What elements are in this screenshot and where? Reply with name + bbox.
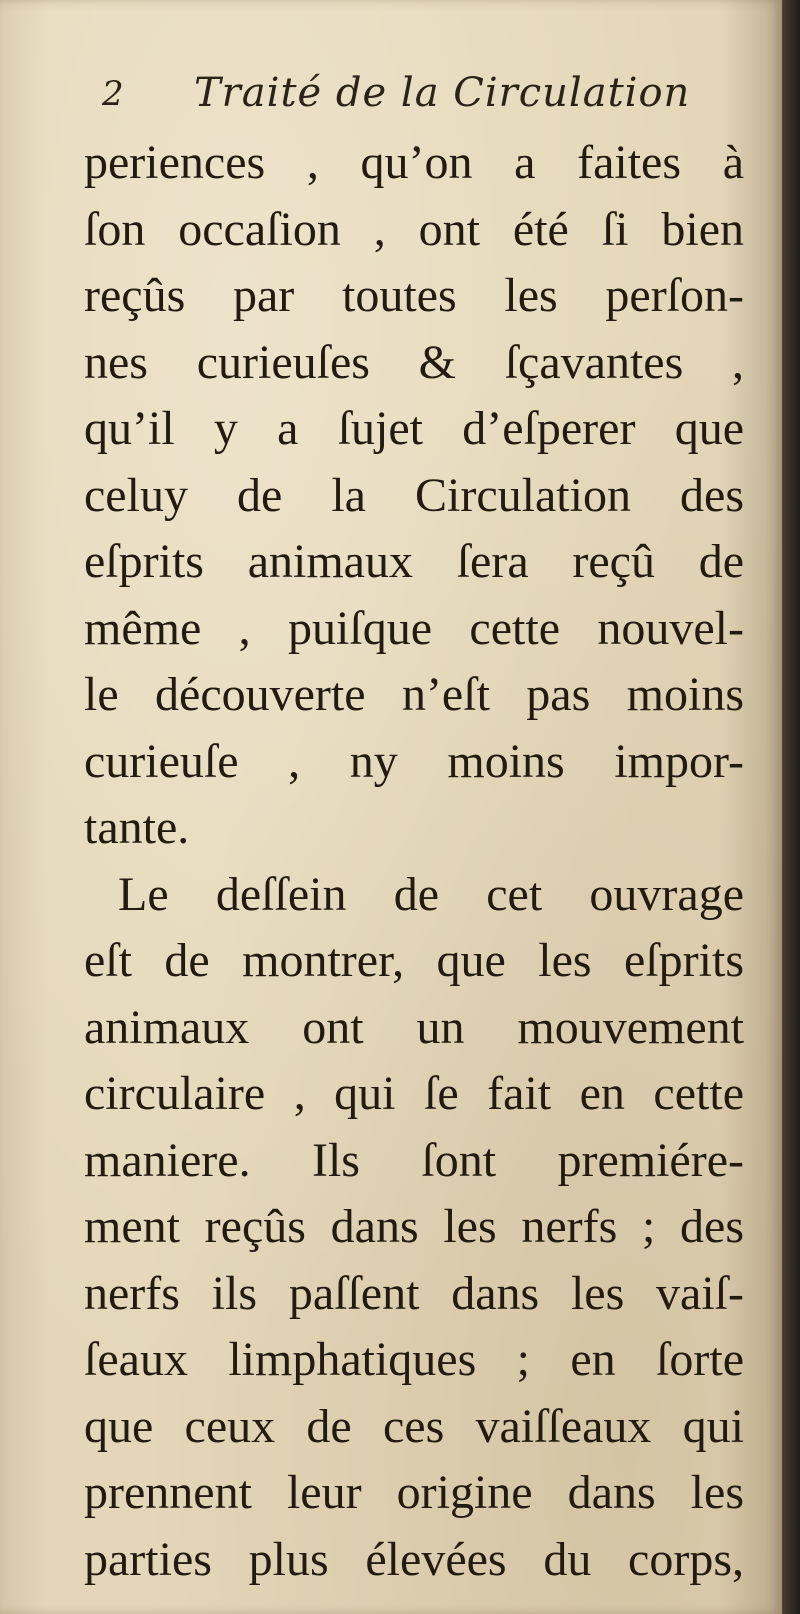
page-number: 2 [102,74,124,114]
running-head: Traité de la Circulation [194,70,691,116]
text-line: periences , qu’on a faites à [84,136,744,189]
page-edge [782,0,800,1614]
text-line: ment reçûs dans les nerfs ; des [84,1200,744,1253]
text-line: qu’il y a ſujet d’eſperer que [84,402,744,455]
paragraph-end-line: tante. [84,801,190,854]
body-text [84,130,744,1593]
text-line: ſon occaſion , ont été ſi bien [84,202,744,256]
text-line: circulaire , qui ſe fait en cette [84,1067,744,1120]
page-header [102,66,742,124]
text-line: que ceux de ces vaiſſeaux qui [84,1399,744,1453]
text-line: ſeaux limphatiques ; en ſorte [84,1333,744,1386]
text-line: eſprits animaux ſera reçû de [84,535,744,588]
text-line: le découverte n’eſt pas moins [84,668,744,721]
text-line: nes curieuſes & ſçavantes , [84,335,744,389]
text-line: animaux ont un mouvement [84,1000,744,1054]
text-line: curieuſe , ny moins impor- [84,734,744,788]
text-line: même , puiſque cette nouvel- [84,601,744,655]
text-line: prennent leur origine dans les [84,1466,744,1519]
text-line: parties plus élevées du corps, [84,1532,744,1586]
text-line: celuy de la Circulation des [84,468,744,522]
text-line: eſt de montrer, que les eſprits [84,934,744,987]
text-line: reçûs par toutes les perſon- [84,269,744,322]
text-line: nerfs ils paſſent dans les vaiſ- [84,1266,744,1320]
text-line: maniere. Ils ſont premiére- [84,1133,744,1187]
paragraph-start-line: Le deſſein de cet ouvrage [118,867,744,921]
